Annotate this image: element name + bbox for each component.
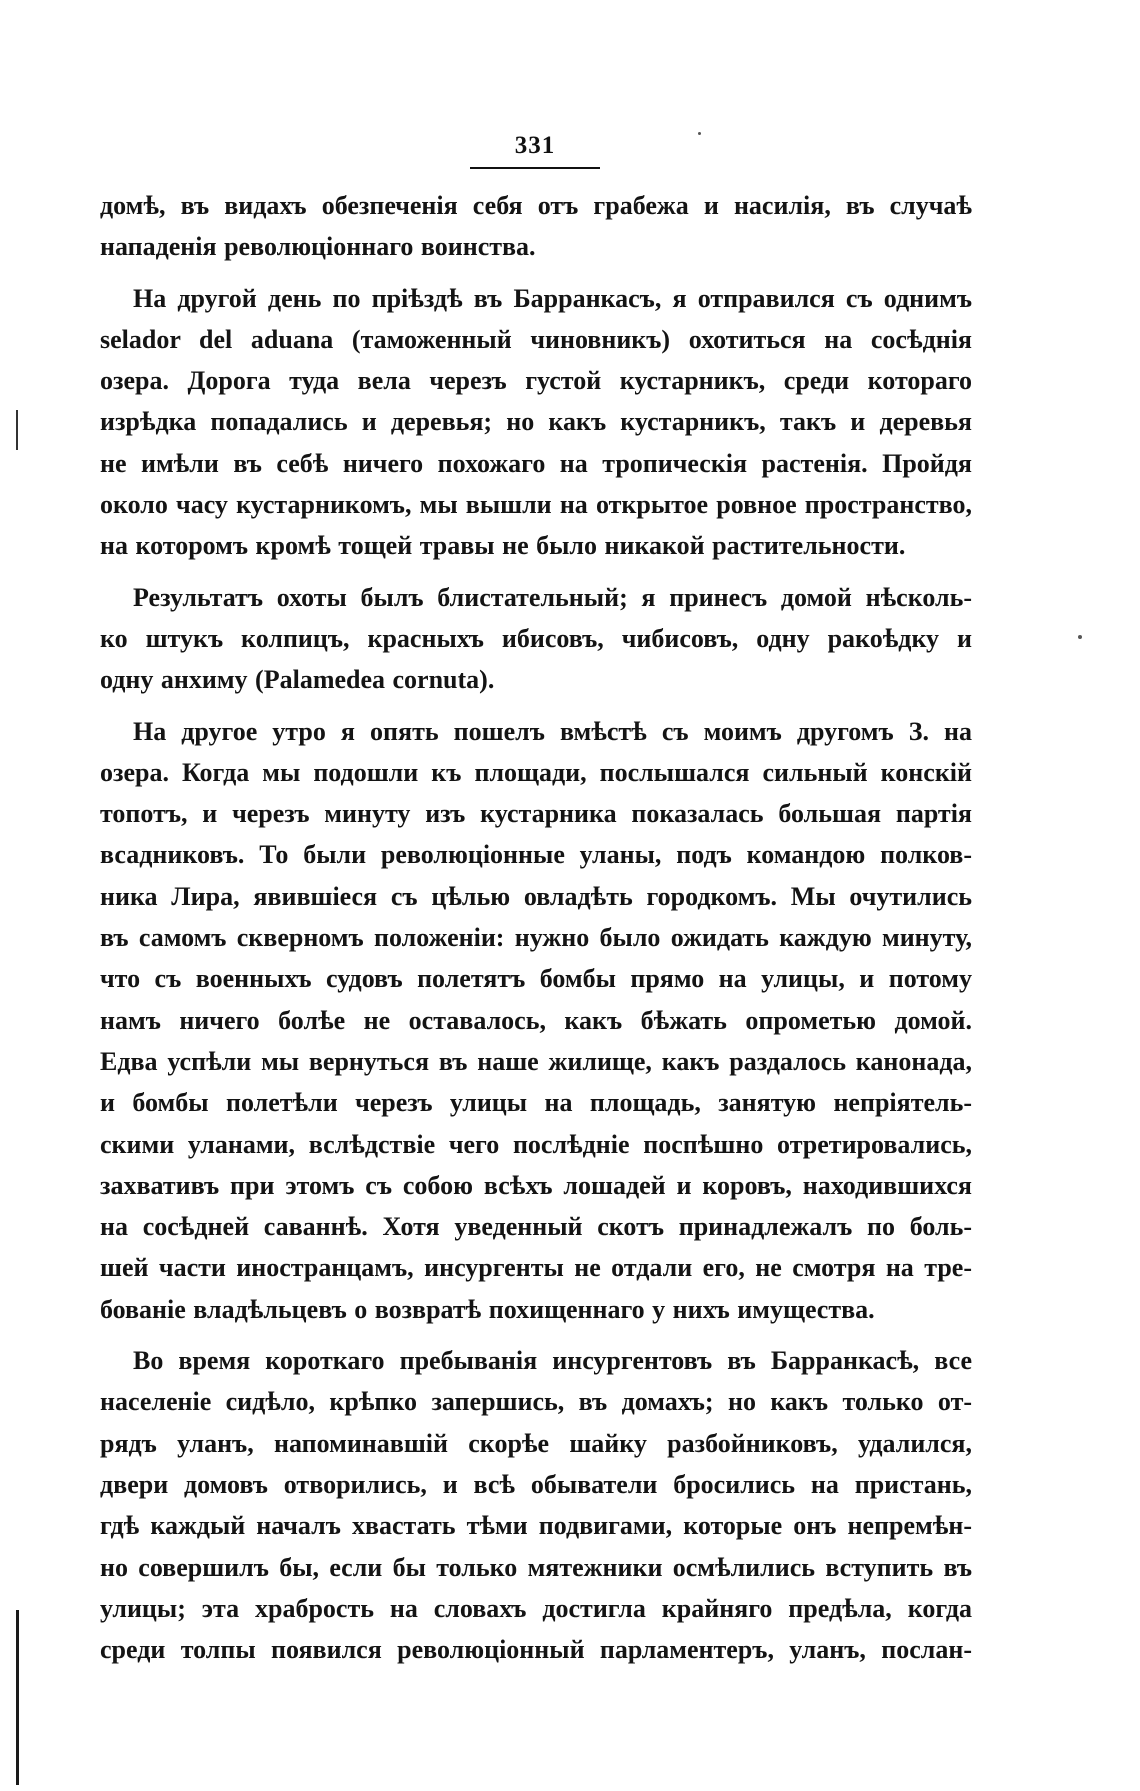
paragraph [100,278,972,567]
text-line: улицы; эта храбрость на словахъ достигла крайняго предѣла, когда [100,1593,972,1623]
text-line: На другой день по пріѣздѣ въ Барранкасъ, я отправился съ однимъ [133,283,972,313]
paragraph [100,577,972,701]
text-line: selador del aduana (таможенный чиновникъ) охотиться на сосѣднія [100,324,972,354]
text-line: озера. Когда мы подошли къ площади, послышался сильный конскій [100,757,972,787]
page-number: 331 [514,132,556,159]
text-line: двери домовъ отворились, и всѣ обыватели бросились на пристань, [100,1469,972,1499]
paragraph [100,185,972,268]
paragraph [100,711,972,1330]
text-line: нападенія революціоннаго воинства. [100,232,536,262]
text-line: въ самомъ скверномъ положеніи: нужно было ожидать каждую минуту, [100,923,972,953]
text-line: изрѣдка попадались и деревья; но какъ кустарникъ, такъ и деревья [100,407,972,437]
text-line: на сосѣдней саваннѣ. Хотя уведенный скотъ принадлежалъ по боль- [100,1212,972,1242]
text-line: гдѣ каждый началъ хвастать тѣми подвигами, которые онъ непремѣн- [100,1511,972,1541]
text-line: на которомъ кромѣ тощей травы не было никакой растительности. [100,531,906,561]
text-line: рядъ уланъ, напоминавшій скорѣе шайку разбойниковъ, удалился, [100,1428,972,1458]
text-line: топотъ, и черезъ минуту изъ кустарника показалась большая партія [100,799,972,829]
text-line: озера. Дорога туда вела черезъ густой кустарникъ, среди котораго [100,366,972,396]
text-line: намъ ничего болѣе не оставалось, какъ бѣжать опрометью домой. [100,1005,972,1035]
text-line: населеніе сидѣло, крѣпко запершись, въ домахъ; но какъ только от- [100,1387,972,1417]
text-line: ко штукъ колпицъ, красныхъ ибисовъ, чибисовъ, одну ракоѣдку и [100,623,972,653]
text-line: Едва успѣли мы вернуться въ наше жилище, какъ раздалось канонада, [100,1046,972,1076]
text-line: скими уланами, вслѣдствіе чего послѣдніе поспѣшно отретировались, [100,1129,972,1159]
text-line: около часу кустарникомъ, мы вышли на открытое ровное пространство, [100,490,972,520]
text-line: шей части иностранцамъ, инсургенты не отдали его, не смотря на тре- [100,1253,972,1283]
text-line: среди толпы появился революціонный парламентеръ, уланъ, послан- [100,1635,972,1665]
text-line: На другое утро я опять пошелъ вмѣстѣ съ моимъ другомъ З. на [133,716,972,746]
text-line: не имѣли въ себѣ ничего похожаго на тропическія растенія. Пройдя [100,448,972,478]
text-line: бованіе владѣльцевъ о возвратѣ похищеннаго у нихъ имущества. [100,1294,875,1324]
body-text [100,185,972,1670]
text-line: домѣ, въ видахъ обезпеченія себя отъ грабежа и насилія, въ случаѣ [100,191,972,220]
text-line: что съ военныхъ судовъ полетятъ бомбы прямо на улицы, и потому [100,964,972,994]
print-speck [698,132,701,135]
text-line: но совершилъ бы, если бы только мятежники осмѣлились вступить въ [100,1552,972,1582]
text-line: захвативъ при этомъ съ собою всѣхъ лошадей и коровъ, находившихся [100,1170,972,1200]
margin-mark [16,1610,19,1785]
text-line: Результатъ охоты былъ блистательный; я принесъ домой нѣсколь- [133,582,972,612]
paragraph [100,1340,972,1670]
text-line: ника Лира, явившіеся съ цѣлью овладѣть городкомъ. Мы очутились [100,881,972,911]
text-line: и бомбы полетѣли черезъ улицы на площадь, занятую непріятель- [100,1088,972,1118]
print-speck [1078,635,1082,639]
margin-mark [16,410,18,450]
page-number-rule [470,167,600,169]
text-line: Во время короткаго пребыванія инсургентовъ въ Барранкасѣ, все [133,1346,972,1376]
text-line: одну анхиму (Palamedea cornuta). [100,665,495,695]
text-line: всадниковъ. То были революціонные уланы, подъ командою полков- [100,840,972,870]
